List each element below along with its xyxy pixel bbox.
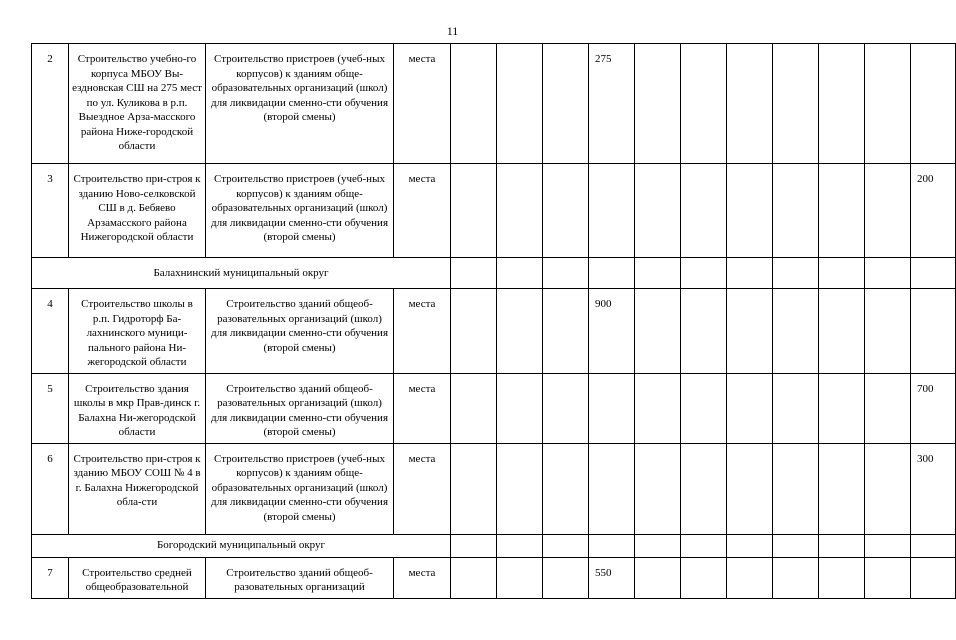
value-cell (681, 534, 727, 557)
value-cell (451, 373, 497, 443)
unit-cell: места (394, 373, 451, 443)
value-cell (497, 164, 543, 258)
value-cell (681, 164, 727, 258)
object-name: Строительство учебно-го корпуса МБОУ Вы-ездновская СШ на 275 мест по ул. Куликова в р.п. Выездное Арза-масского района Ниже-городской области (69, 44, 206, 164)
direction-name: Строительство пристроев (учеб-ных корпусов) к зданиям обще-образовательных организаций (школ) для ликвидации сменно-сти обучения (второй смены) (206, 443, 394, 534)
value-cell: 300 (911, 443, 956, 534)
value-cell (819, 164, 865, 258)
table-row (32, 373, 956, 443)
value-cell (497, 44, 543, 164)
unit-cell: места (394, 164, 451, 258)
value-cell: 275 (589, 44, 635, 164)
value-cell: 200 (911, 164, 956, 258)
value-cell (911, 289, 956, 374)
value-cell (497, 534, 543, 557)
value-cell (451, 44, 497, 164)
value-cell (635, 44, 681, 164)
row-number: 4 (32, 289, 69, 374)
value-cell (865, 443, 911, 534)
value-cell (635, 534, 681, 557)
value-cell (635, 557, 681, 598)
direction-name: Строительство зданий общеоб-разовательных организаций (школ) для ликвидации сменно-сти обучения (второй смены) (206, 289, 394, 374)
value-cell (589, 534, 635, 557)
value-cell (911, 44, 956, 164)
value-cell (773, 258, 819, 289)
object-name: Строительство средней общеобразовательной (69, 557, 206, 598)
value-cell (589, 164, 635, 258)
value-cell: 700 (911, 373, 956, 443)
table-row (32, 443, 956, 534)
value-cell (451, 534, 497, 557)
value-cell (819, 289, 865, 374)
value-cell (773, 373, 819, 443)
value-cell (773, 534, 819, 557)
direction-name: Строительство пристроев (учеб-ных корпусов) к зданиям обще-образовательных организаций (школ) для ликвидации сменно-сти обучения (второй смены) (206, 164, 394, 258)
value-cell (635, 289, 681, 374)
value-cell (543, 443, 589, 534)
value-cell (543, 164, 589, 258)
value-cell (451, 289, 497, 374)
value-cell (497, 373, 543, 443)
value-cell (451, 258, 497, 289)
value-cell (451, 557, 497, 598)
value-cell (819, 443, 865, 534)
value-cell (727, 443, 773, 534)
table-row (32, 44, 956, 164)
value-cell (497, 289, 543, 374)
section-title: Богородский муниципальный округ (32, 534, 451, 557)
value-cell (635, 443, 681, 534)
row-number: 7 (32, 557, 69, 598)
value-cell: 900 (589, 289, 635, 374)
value-cell (819, 44, 865, 164)
value-cell (681, 373, 727, 443)
value-cell (727, 258, 773, 289)
unit-cell: места (394, 44, 451, 164)
value-cell (911, 557, 956, 598)
table-row (32, 289, 956, 374)
value-cell (681, 289, 727, 374)
value-cell (727, 164, 773, 258)
value-cell (773, 44, 819, 164)
object-name: Строительство здания школы в мкр Прав-динск г. Балахна Ни-жегородской области (69, 373, 206, 443)
value-cell (589, 373, 635, 443)
value-cell (543, 44, 589, 164)
value-cell (635, 373, 681, 443)
row-number: 3 (32, 164, 69, 258)
value-cell (497, 443, 543, 534)
value-cell (773, 289, 819, 374)
value-cell (911, 534, 956, 557)
value-cell (819, 534, 865, 557)
value-cell (543, 289, 589, 374)
value-cell (681, 258, 727, 289)
section-title: Балахнинский муниципальный округ (32, 258, 451, 289)
value-cell (865, 164, 911, 258)
value-cell (727, 289, 773, 374)
value-cell (773, 557, 819, 598)
value-cell (497, 258, 543, 289)
value-cell (865, 557, 911, 598)
value-cell (681, 557, 727, 598)
value-cell (865, 44, 911, 164)
value-cell (681, 443, 727, 534)
section-row (32, 534, 956, 557)
value-cell (727, 373, 773, 443)
value-cell (773, 443, 819, 534)
unit-cell: места (394, 289, 451, 374)
value-cell (865, 534, 911, 557)
value-cell (635, 164, 681, 258)
value-cell (451, 164, 497, 258)
value-cell (865, 258, 911, 289)
value-cell: 550 (589, 557, 635, 598)
direction-name: Строительство пристроев (учеб-ных корпусов) к зданиям обще-образовательных организаций (школ) для ликвидации сменно-сти обучения (второй смены) (206, 44, 394, 164)
row-number: 5 (32, 373, 69, 443)
value-cell (451, 443, 497, 534)
value-cell (727, 557, 773, 598)
value-cell (589, 258, 635, 289)
object-name: Строительство при-строя к зданию Ново-селковской СШ в д. Бебяево Арзамасского района Нижегородской области (69, 164, 206, 258)
table-row (32, 164, 956, 258)
unit-cell: места (394, 443, 451, 534)
row-number: 2 (32, 44, 69, 164)
value-cell (773, 164, 819, 258)
row-number: 6 (32, 443, 69, 534)
object-name: Строительство при-строя к зданию МБОУ СОШ № 4 в г. Балахна Нижегородской обла-сти (69, 443, 206, 534)
value-cell (865, 373, 911, 443)
page-number: 11 (446, 24, 459, 38)
value-cell (543, 258, 589, 289)
table-row (32, 557, 956, 598)
unit-cell: места (394, 557, 451, 598)
section-row (32, 258, 956, 289)
value-cell (819, 258, 865, 289)
value-cell (727, 44, 773, 164)
value-cell (543, 534, 589, 557)
value-cell (819, 373, 865, 443)
value-cell (819, 557, 865, 598)
direction-name: Строительство зданий общеоб-разовательных организаций (206, 557, 394, 598)
value-cell (543, 373, 589, 443)
object-name: Строительство школы в р.п. Гидроторф Ба-лахнинского муници-пального района Ни-жегородской области (69, 289, 206, 374)
value-cell (635, 258, 681, 289)
value-cell (497, 557, 543, 598)
program-table (31, 43, 956, 599)
value-cell (543, 557, 589, 598)
value-cell (681, 44, 727, 164)
table-body (32, 44, 956, 599)
direction-name: Строительство зданий общеоб-разовательных организаций (школ) для ликвидации сменно-сти обучения (второй смены) (206, 373, 394, 443)
value-cell (589, 443, 635, 534)
value-cell (865, 289, 911, 374)
value-cell (911, 258, 956, 289)
value-cell (727, 534, 773, 557)
